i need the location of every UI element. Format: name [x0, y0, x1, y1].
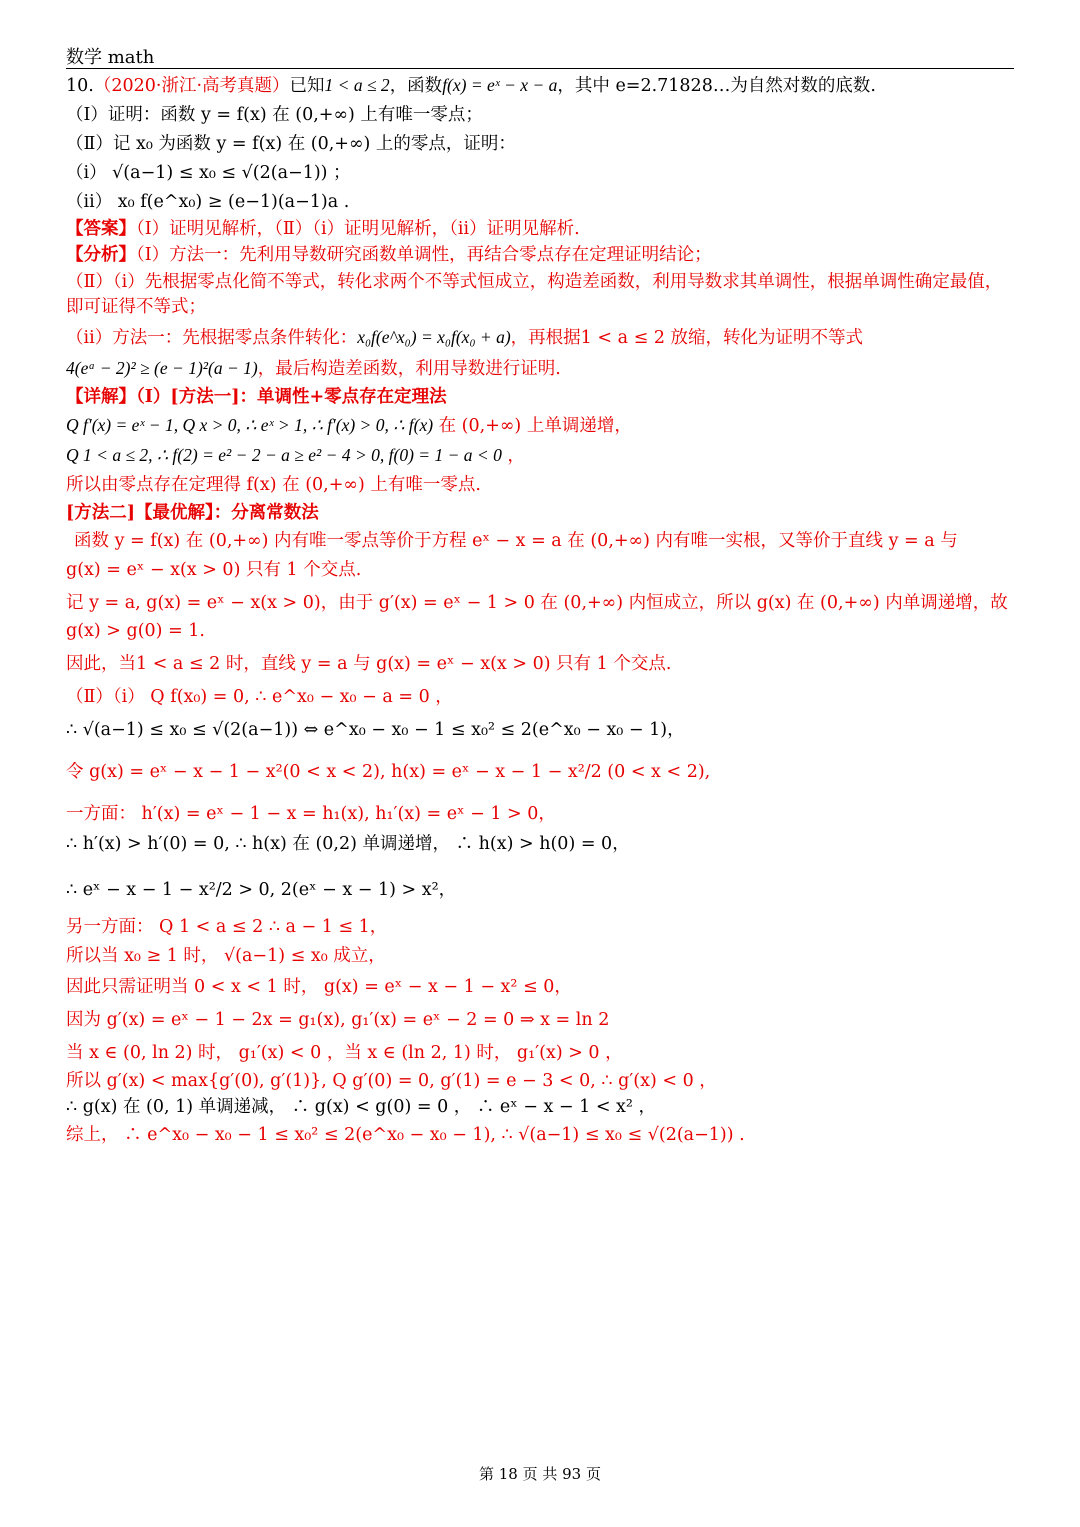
detail-method2-title: [方法二]【最优解】：分离常数法	[66, 503, 319, 523]
answer-line	[66, 218, 1016, 240]
detail-text-2: ，	[501, 446, 525, 466]
analysis-line3	[66, 326, 1016, 349]
detail-line-14: ∴ eˣ − x − 1 − x²/2 > 0, 2(eˣ − x − 1) > x²，	[66, 880, 457, 900]
header-title: 数学 math	[66, 47, 155, 68]
detail-line-16: 所以当 x₀ ≥ 1 时， √(a−1) ≤ x₀ 成立，	[66, 946, 386, 966]
analysis-line4	[66, 357, 1016, 380]
detail-line-6: 记 y = a, g(x) = eˣ − x(x > 0)，由于 g′(x) = eˣ − 1 > 0 在 (0,+∞) 内恒成立，所以 g(x) 在 (0,+∞) 内单调递增，故	[66, 593, 1008, 613]
detail-line-1	[66, 414, 1016, 437]
detail-line-8: 因此，当1 < a ≤ 2 时，直线 y = a 与 g(x) = eˣ − x(x > 0) 只有 1 个交点.	[66, 654, 672, 674]
stem-function: f(x) = eˣ − x − a	[442, 75, 558, 95]
detail-method1-title: （Ⅰ）[方法一]：单调性+零点存在定理法	[136, 387, 447, 407]
stem-text-c: ，其中 e=2.71828…为自然对数的底数.	[557, 76, 876, 96]
problem-number: 10.	[66, 76, 94, 96]
detail-line-9: （Ⅱ）（ⅰ） Q f(x₀) = 0, ∴ e^x₀ − x₀ − a = 0 ，	[66, 687, 453, 707]
detail-line-22: 综上， ∴ e^x₀ − x₀ − 1 ≤ x₀² ≤ 2(e^x₀ − x₀ − 1), ∴ √(a−1) ≤ x₀ ≤ √(2(a−1)) .	[66, 1125, 745, 1145]
detail-line-10: ∴ √(a−1) ≤ x₀ ≤ √(2(a−1)) ⇔ e^x₀ − x₀ − 1 ≤ x₀² ≤ 2(e^x₀ − x₀ − 1)，	[66, 720, 685, 740]
detail-line-15: 另一方面： Q 1 < a ≤ 2 ∴ a − 1 ≤ 1，	[66, 917, 388, 937]
problem-source: （2020·浙江·高考真题）	[93, 76, 290, 96]
analysis-text-3b: ，再根据1 < a ≤ 2 放缩，转化为证明不等式	[510, 328, 864, 348]
analysis-line1	[66, 244, 1016, 266]
detail-line-5: g(x) = eˣ − x(x > 0) 只有 1 个交点.	[66, 560, 362, 580]
problem-stem	[66, 74, 1016, 97]
analysis-text-3a: （ⅱ）方法一：先根据零点条件转化：	[66, 328, 358, 348]
analysis-text-1: （Ⅰ）方法一：先利用导数研究函数单调性，再结合零点存在定理证明结论；	[136, 245, 712, 265]
stem-text-b: ，函数	[389, 76, 443, 96]
analysis-label: 【分析】	[66, 245, 136, 265]
detail-math-1: Q f′(x) = eˣ − 1, Q x > 0, ∴ eˣ > 1, ∴ f′(x) > 0, ∴ f(x)	[66, 415, 434, 435]
problem-part2i: （ⅰ） √(a−1) ≤ x₀ ≤ √(2(a−1)) ；	[66, 163, 351, 183]
analysis-math-3: x₀f(e^x₀) = x₀f(x₀ + a)	[357, 327, 511, 347]
problem-part2ii: （ⅱ） x₀ f(e^x₀) ≥ (e−1)(a−1)a .	[66, 192, 350, 212]
detail-line-18: 因为 g′(x) = eˣ − 1 − 2x = g₁(x), g₁′(x) = eˣ − 2 = 0 ⇒ x = ln 2	[66, 1010, 610, 1030]
detail-text-1: 在 (0,+∞) 上单调递增，	[433, 416, 632, 436]
answer-label: 【答案】	[66, 219, 136, 239]
answer-text: （Ⅰ）证明见解析，（Ⅱ）（ⅰ）证明见解析，（ⅱ）证明见解析.	[136, 219, 580, 239]
detail-line-7: g(x) > g(0) = 1.	[66, 621, 205, 641]
stem-condition: 1 < a ≤ 2	[324, 75, 390, 95]
page-header	[66, 42, 1014, 69]
detail-line-12: 一方面： h′(x) = eˣ − 1 − x = h₁(x), h₁′(x) = eˣ − 1 > 0，	[66, 804, 556, 824]
analysis-math-4: 4(eᵃ − 2)² ≥ (e − 1)²(a − 1)	[66, 358, 258, 378]
analysis-line2: （Ⅱ）（ⅰ）先根据零点化简不等式，转化求两个不等式恒成立，构造差函数，利用导数求其单调性，根据单调性确定最值，即可证得不等式；	[66, 272, 1003, 317]
detail-line-11: 令 g(x) = eˣ − x − 1 − x²(0 < x < 2), h(x) = eˣ − x − 1 − x²/2 (0 < x < 2),	[66, 762, 711, 782]
problem-part1: （Ⅰ）证明：函数 y = f(x) 在 (0,+∞) 上有唯一零点；	[66, 105, 483, 125]
detail-line-21: ∴ g(x) 在 (0, 1) 单调递减， ∴ g(x) < g(0) = 0 ， ∴ eˣ − x − 1 < x² ，	[66, 1097, 656, 1117]
page-number: 第 18 页 共 93 页	[478, 1465, 601, 1483]
stem-text-a: 已知	[289, 76, 325, 96]
detail-line-19: 当 x ∈ (0, ln 2) 时， g₁′(x) < 0 ，当 x ∈ (ln 2, 1) 时， g₁′(x) > 0 ，	[66, 1043, 623, 1063]
analysis-text-4b: ，最后构造差函数，利用导数进行证明.	[257, 359, 561, 379]
detail-line-2	[66, 444, 1016, 467]
detail-line-13: ∴ h′(x) > h′(0) = 0, ∴ h(x) 在 (0,2) 单调递增， ∴ h(x) > h(0) = 0，	[66, 834, 630, 854]
detail-line-3: 所以由零点存在定理得 f(x) 在 (0,+∞) 上有唯一零点.	[66, 475, 481, 495]
page-footer	[0, 1463, 1080, 1484]
detail-line-17: 因此只需证明当 0 < x < 1 时， g(x) = eˣ − x − 1 − x² ≤ 0，	[66, 977, 572, 997]
detail-heading	[66, 386, 1016, 408]
problem-part2: （Ⅱ）记 x₀ 为函数 y = f(x) 在 (0,+∞) 上的零点，证明：	[66, 134, 516, 154]
detail-line-20: 所以 g′(x) < max{g′(0), g′(1)}, Q g′(0) = 0, g′(1) = e − 3 < 0, ∴ g′(x) < 0 ，	[66, 1071, 717, 1091]
detail-label: 【详解】	[66, 387, 136, 407]
document-body	[66, 72, 1016, 1146]
detail-line-4: 函数 y = f(x) 在 (0,+∞) 内有唯一零点等价于方程 eˣ − x = a 在 (0,+∞) 内有唯一实根，又等价于直线 y = a 与	[74, 531, 958, 551]
detail-math-2: Q 1 < a ≤ 2, ∴ f(2) = e² − 2 − a ≥ e² − 4 > 0, f(0) = 1 − a < 0	[66, 445, 502, 465]
